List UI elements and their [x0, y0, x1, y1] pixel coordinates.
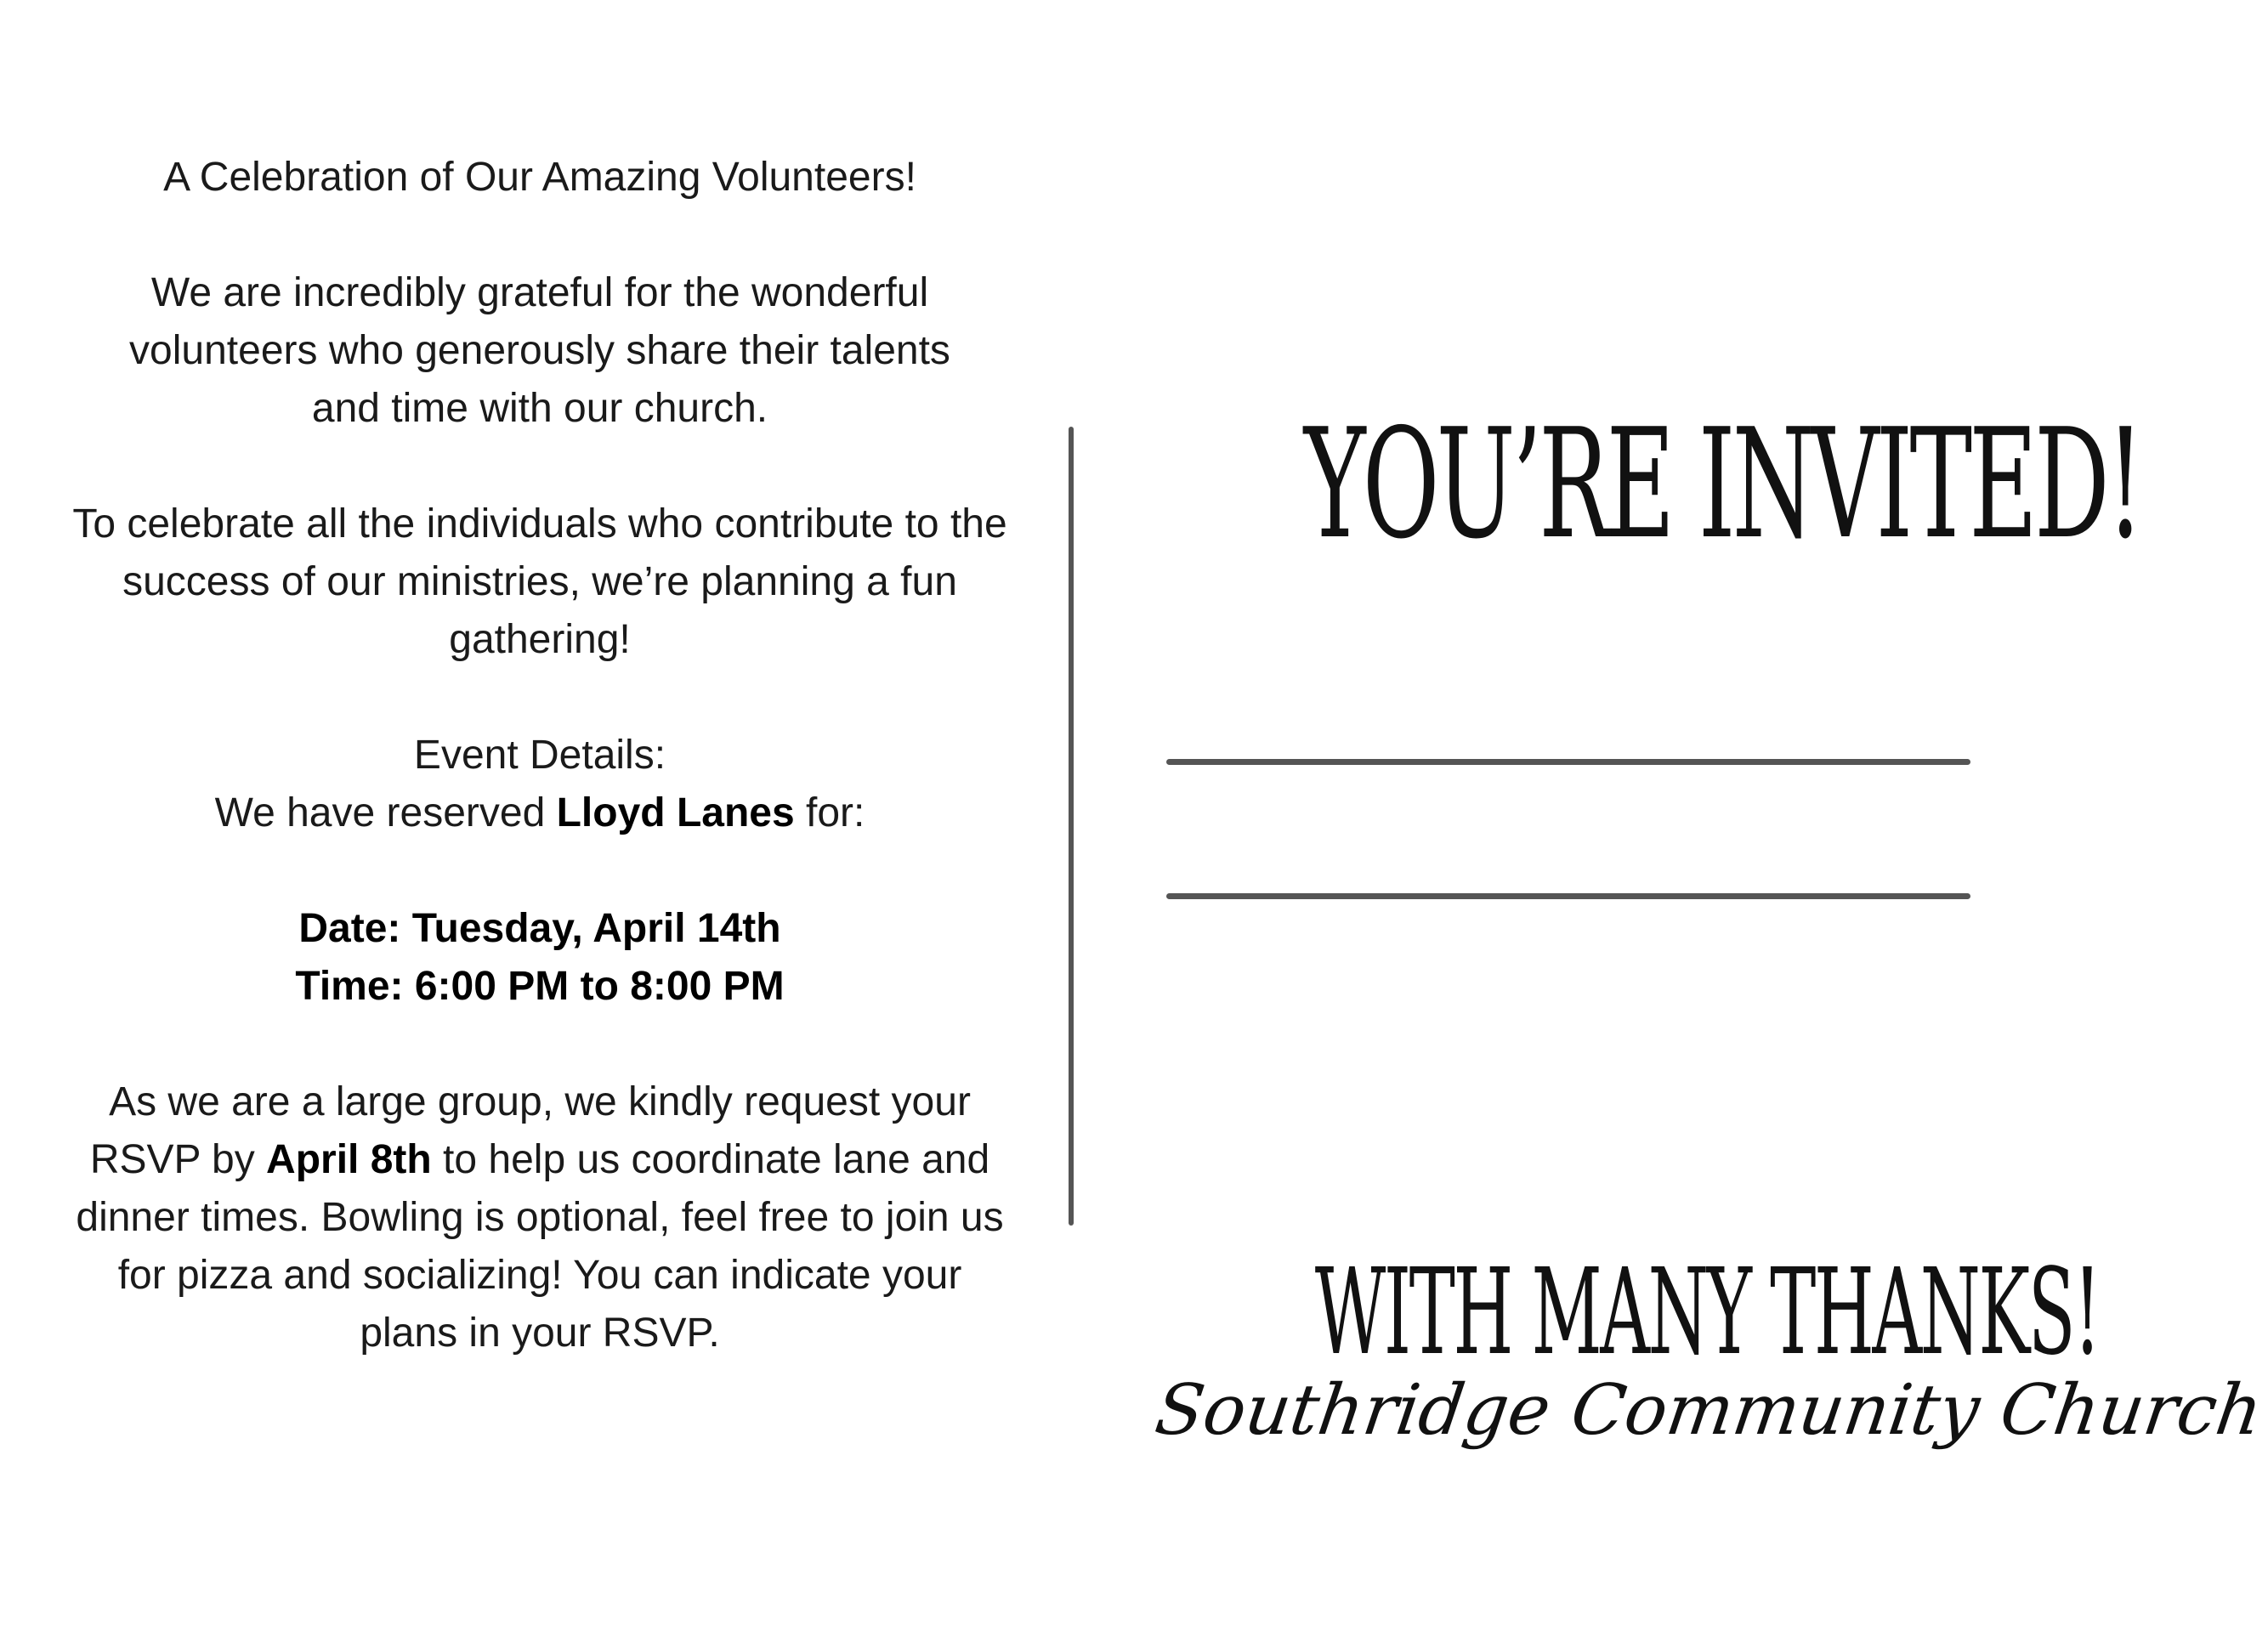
venue-suffix: for:: [794, 790, 865, 835]
celebrate-paragraph: To celebrate all the individuals who contribute to the success of our ministries, we’re planning a fun gathering!: [72, 501, 1007, 662]
church-signature: Southridge Community Church: [1150, 1370, 2267, 1451]
venue-name: Lloyd Lanes: [556, 790, 795, 835]
postcard-divider: [1069, 427, 1074, 1226]
rsvp-suffix: to help us coordinate lane and dinner times. Bowling is optional, feel free to join us for pizza and socializing! You can indicate your plans in your RSVP.: [76, 1137, 1004, 1356]
event-details-heading: Event Details:: [413, 733, 666, 778]
invited-headline: YOU’RE INVITED!: [1303, 396, 2141, 572]
venue-line: [68, 784, 1012, 842]
event-date: Date: Tuesday, April 14th: [298, 906, 781, 951]
venue-prefix: We have reserved: [214, 790, 557, 835]
address-line-1: [1166, 759, 1970, 765]
message-title: A Celebration of Our Amazing Volunteers!: [163, 155, 916, 200]
rsvp-prefix: As we are a large group, we kindly request your RSVP by: [89, 1079, 971, 1182]
invitation-message: [68, 149, 1012, 1362]
rsvp-date: April 8th: [266, 1137, 432, 1182]
address-line-2: [1166, 893, 1970, 899]
event-time: Time: 6:00 PM to 8:00 PM: [295, 964, 785, 1009]
gratitude-paragraph: We are incredibly grateful for the wonderful volunteers who generously share their talents and time with our church.: [129, 270, 950, 431]
rsvp-paragraph: [68, 1073, 1012, 1362]
thanks-headline: WITH MANY THANKS!: [1314, 1243, 2100, 1382]
